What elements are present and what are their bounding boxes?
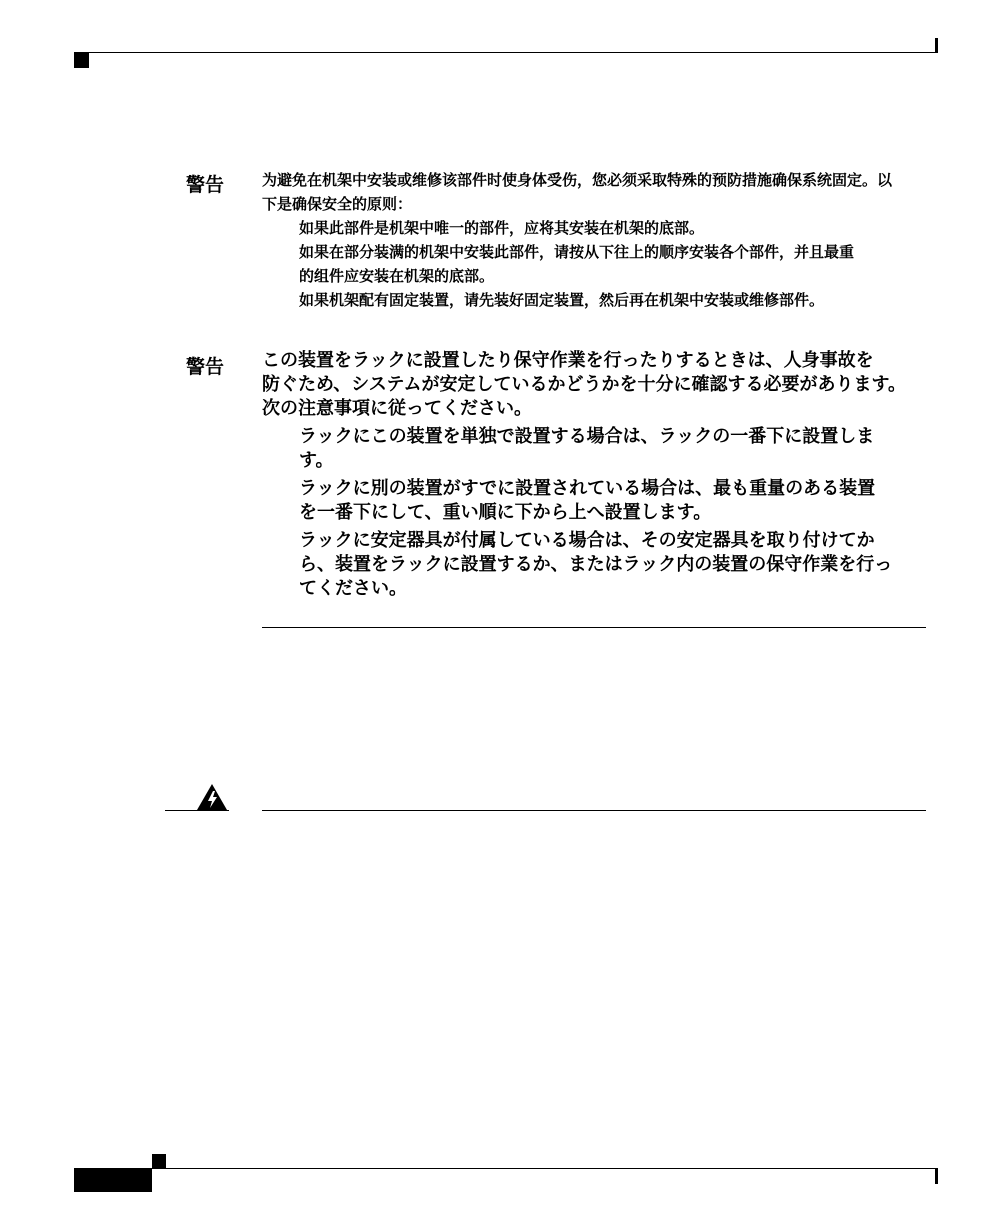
warning-rule-left <box>165 810 229 811</box>
warning-item-ja-1b: す。 <box>299 450 334 471</box>
footer-tick <box>935 1169 938 1184</box>
warning-label-zh: 警告 <box>185 174 224 196</box>
warning-item-zh-3: 如果机架配有固定装置，请先装好固定装置，然后再在机架中安装或维修部件。 <box>299 291 825 309</box>
warning-text-ja <box>262 349 928 601</box>
warning-intro-ja-line3: 次の注意事項に従ってください。 <box>262 398 532 419</box>
section-divider <box>262 627 926 628</box>
warning-item-ja-3c: てください。 <box>299 578 407 599</box>
warning-intro-ja-line1: この装置をラックに設置したり保守作業を行ったりするときは、人身事故を <box>262 350 874 371</box>
warning-item-zh-2: 如果在部分装满的机架中安装此部件，请按从下往上的顺序安装各个部件，并且最重 <box>299 243 855 261</box>
header-tick <box>935 38 938 53</box>
warning-intro-zh-line2: 下是确保安全的原则： <box>262 195 413 213</box>
warning-item-ja-2a: ラックに別の装置がすでに設置されている場合は、最も重量のある装置 <box>299 478 876 499</box>
footer-marker <box>152 1154 166 1168</box>
header-rule <box>74 52 938 53</box>
warning-item-ja-3a: ラックに安定器具が付属している場合は、その安定器具を取り付けてか <box>299 530 875 551</box>
warning-label-ja: 警告 <box>185 356 224 378</box>
warning-icon <box>196 783 228 811</box>
warning-rule-right <box>262 810 926 811</box>
header-marker <box>74 53 89 68</box>
footer-tab <box>74 1168 152 1192</box>
warning-intro-ja-line2: 防ぐため、システムが安定しているかどうかを十分に確認する必要があります。 <box>262 374 907 395</box>
warning-text-zh <box>262 168 922 312</box>
warning-item-zh-2-cont: 的组件应安装在机架的底部。 <box>299 267 495 285</box>
warning-intro-zh-line1: 为避免在机架中安装或维修该部件时使身体受伤，您必须采取特殊的预防措施确保系统固定。以 <box>262 171 893 189</box>
warning-item-ja-2b: を一番下にして、重い順に下から上へ設置します。 <box>299 502 712 523</box>
warning-item-ja-1a: ラックにこの装置を単独で設置する場合は、ラックの一番下に設置しま <box>299 426 875 447</box>
footer-rule <box>74 1168 938 1169</box>
warning-item-ja-3b: ら、装置をラックに設置するか、またはラック内の装置の保守作業を行っ <box>299 554 893 575</box>
warning-item-zh-1: 如果此部件是机架中唯一的部件，应将其安装在机架的底部。 <box>299 219 705 237</box>
warning-triangle-icon <box>196 783 228 811</box>
